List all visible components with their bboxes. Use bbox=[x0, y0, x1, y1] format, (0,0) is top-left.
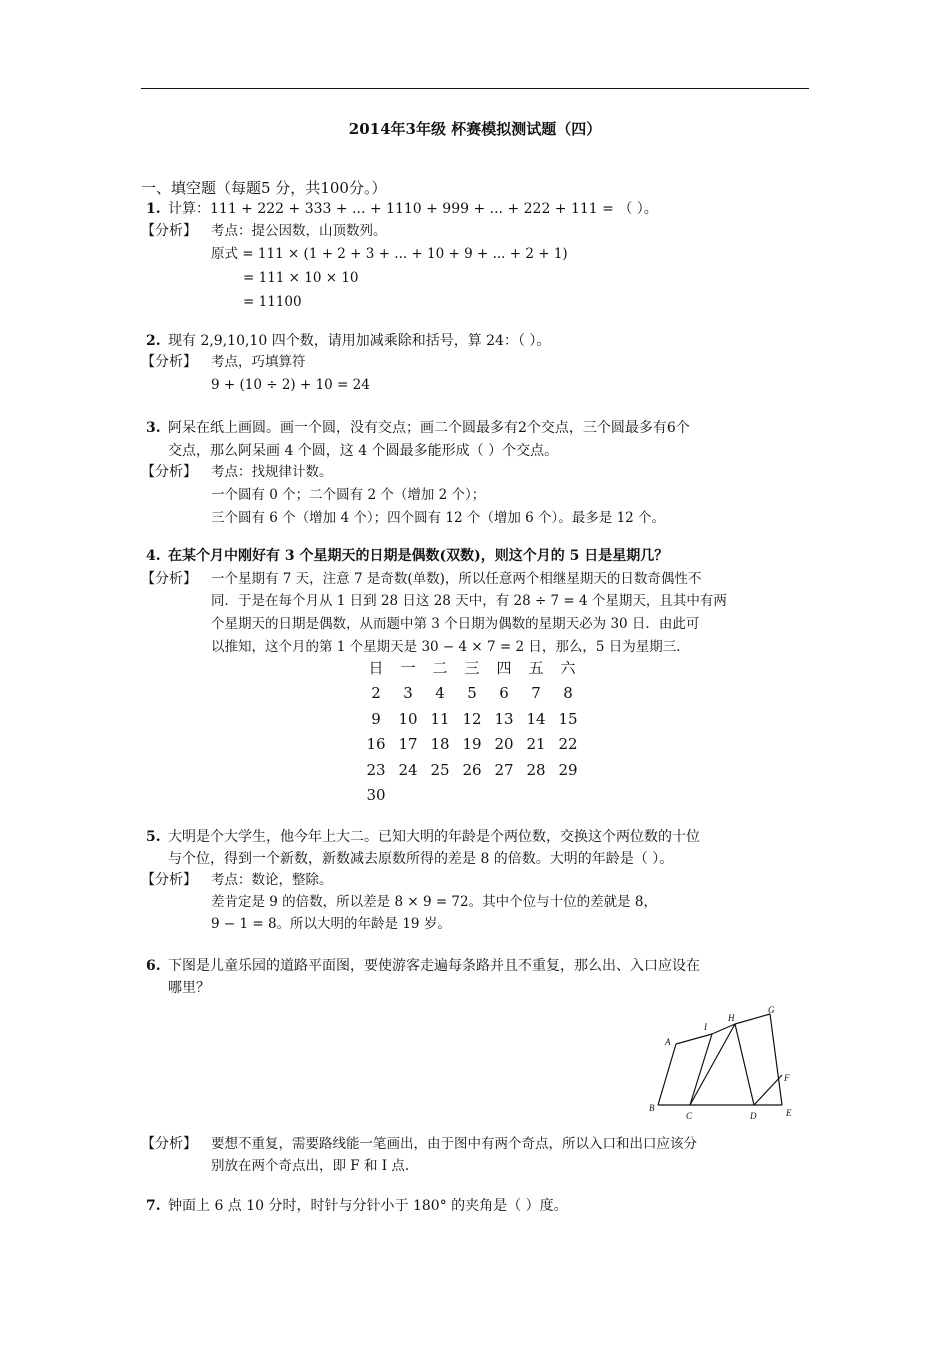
calendar-cell: 4 bbox=[435, 684, 445, 703]
road-a-i bbox=[676, 1034, 712, 1044]
calendar-row bbox=[360, 681, 584, 707]
q2-text: 现有 2,9,10,10 四个数，请用加减乘除和括号，算 24：（ ）。 bbox=[168, 333, 551, 349]
label-i: I bbox=[704, 1022, 707, 1032]
q4-number: 4. bbox=[146, 548, 161, 564]
q1-analysis-line3: = 111 × 10 × 10 bbox=[243, 270, 359, 286]
q1-analysis-tag: 【分析】 bbox=[141, 223, 197, 239]
calendar-cell: 14 bbox=[526, 709, 546, 728]
label-a: A bbox=[665, 1037, 671, 1047]
road-h-g bbox=[735, 1014, 770, 1024]
calendar-cell bbox=[456, 783, 488, 809]
calendar-cell bbox=[488, 783, 520, 809]
calendar-cell: 28 bbox=[526, 760, 546, 779]
q3-text-line2: 交点，那么阿呆画 4 个圆，这 4 个圆最多能形成（ ）个交点。 bbox=[168, 443, 559, 459]
calendar-table bbox=[360, 655, 584, 808]
calendar-cell bbox=[392, 783, 424, 809]
q5-analysis-line3: 9 − 1 = 8。所以大明的年龄是 19 岁。 bbox=[211, 916, 451, 932]
calendar-row bbox=[360, 732, 584, 758]
q7-number: 7. bbox=[146, 1198, 161, 1214]
page-title: 2014年3年级 杯赛模拟测试题（四） bbox=[348, 120, 602, 138]
q5-analysis-line1: 考点：数论，整除。 bbox=[211, 872, 333, 888]
q2-number: 2. bbox=[146, 333, 161, 349]
q1-analysis-line1: 考点：提公因数，山顶数列。 bbox=[211, 223, 387, 239]
label-b: B bbox=[649, 1103, 655, 1113]
calendar-cell: 9 bbox=[371, 709, 381, 728]
q4-analysis-line4: 以推知，这个月的第 1 个星期天是 30 − 4 × 7 = 2 日，那么，5 日为星期三． bbox=[211, 639, 690, 655]
calendar-cell: 2 bbox=[371, 684, 381, 703]
q1-number: 1. bbox=[146, 201, 161, 217]
calendar-header-cell: 四 bbox=[496, 659, 512, 678]
label-g: G bbox=[768, 1005, 775, 1015]
q3-text-line1: 阿呆在纸上画圆。画一个圆，没有交点；画二个圆最多有2个交点，三个圆最多有6个 bbox=[168, 420, 690, 436]
calendar-cell: 15 bbox=[558, 709, 578, 728]
calendar-row bbox=[360, 706, 584, 732]
q6-analysis-tag: 【分析】 bbox=[141, 1136, 197, 1152]
q6-text-line1: 下图是儿童乐园的道路平面图，要使游客走遍每条路并且不重复，那么出、入口应设在 bbox=[168, 958, 700, 974]
label-f: F bbox=[784, 1073, 790, 1083]
calendar-cell: 5 bbox=[467, 684, 477, 703]
q7-text: 钟面上 6 点 10 分时，时针与分针小于 180° 的夹角是（ ）度。 bbox=[168, 1198, 568, 1214]
calendar-cell: 24 bbox=[398, 760, 418, 779]
road-c-h bbox=[690, 1024, 735, 1105]
calendar-cell: 8 bbox=[563, 684, 573, 703]
calendar-cell: 19 bbox=[462, 735, 482, 754]
calendar-cell: 30 bbox=[366, 786, 386, 805]
q3-analysis-line3: 三个圆有 6 个（增加 4 个）；四个圆有 12 个（增加 6 个）。最多是 12 个。 bbox=[211, 510, 666, 526]
q2-analysis-tag: 【分析】 bbox=[141, 354, 197, 370]
calendar-cell: 18 bbox=[430, 735, 450, 754]
calendar-cell: 10 bbox=[398, 709, 418, 728]
q5-text-line2: 与个位，得到一个新数，新数减去原数所得的差是 8 的倍数。大明的年龄是（ ）。 bbox=[168, 851, 674, 867]
q3-number: 3. bbox=[146, 420, 161, 436]
calendar-header-cell: 二 bbox=[432, 659, 448, 678]
calendar-cell: 22 bbox=[558, 735, 578, 754]
calendar-cell: 20 bbox=[494, 735, 514, 754]
calendar-cell: 25 bbox=[430, 760, 450, 779]
calendar-cell: 7 bbox=[531, 684, 541, 703]
road-h-d bbox=[735, 1024, 754, 1105]
road-g-e bbox=[770, 1014, 782, 1105]
q6-analysis-line2: 别放在两个奇点出，即 F 和 I 点. bbox=[211, 1158, 410, 1174]
label-h: H bbox=[728, 1013, 735, 1023]
q1-analysis-line4: = 11100 bbox=[243, 294, 302, 310]
calendar-header-cell: 六 bbox=[560, 659, 576, 678]
calendar-cell: 29 bbox=[558, 760, 578, 779]
calendar-cell: 17 bbox=[398, 735, 418, 754]
q6-number: 6. bbox=[146, 958, 161, 974]
label-c: C bbox=[686, 1111, 693, 1121]
diagram-roads bbox=[658, 1014, 782, 1105]
calendar-cell bbox=[520, 783, 552, 809]
q3-analysis-tag: 【分析】 bbox=[141, 464, 197, 480]
calendar-cell: 12 bbox=[462, 709, 482, 728]
q4-analysis-line1: 一个星期有 7 天，注意 7 是奇数(单数)，所以任意两个相继星期天的日数奇偶性不 bbox=[211, 571, 702, 587]
section-heading: 一、填空题（每题5 分，共100分。） bbox=[141, 179, 387, 197]
label-e: E bbox=[786, 1108, 792, 1118]
calendar-row bbox=[360, 783, 584, 809]
q6-text-line2: 哪里？ bbox=[168, 980, 210, 996]
calendar-header-cell: 三 bbox=[464, 659, 480, 678]
calendar-header-cell: 五 bbox=[528, 659, 544, 678]
label-d: D bbox=[750, 1111, 757, 1121]
calendar-cell: 3 bbox=[403, 684, 413, 703]
calendar-header-cell: 日 bbox=[368, 659, 384, 678]
q6-analysis-line1: 要想不重复，需要路线能一笔画出，由于图中有两个奇点，所以入口和出口应该分 bbox=[211, 1136, 697, 1152]
calendar-row bbox=[360, 757, 584, 783]
calendar-cell: 26 bbox=[462, 760, 482, 779]
q2-analysis-line2: 9 + (10 ÷ 2) + 10 = 24 bbox=[211, 377, 370, 393]
road-b-a bbox=[658, 1044, 676, 1105]
calendar-cell: 16 bbox=[366, 735, 386, 754]
q4-text: 在某个月中刚好有 3 个星期天的日期是偶数(双数)，则这个月的 5 日是星期几？ bbox=[168, 548, 669, 564]
q5-analysis-tag: 【分析】 bbox=[141, 872, 197, 888]
q5-text-line1: 大明是个大学生，他今年上大二。已知大明的年龄是个两位数，交换这个两位数的十位 bbox=[168, 829, 700, 845]
q4-analysis-line3: 个星期天的日期是偶数，从而题中第 3 个日期为偶数的星期天必为 30 日．由此可 bbox=[211, 616, 700, 632]
calendar-cell: 13 bbox=[494, 709, 514, 728]
q5-analysis-line2: 差肯定是 9 的倍数，所以差是 8 × 9 = 72。其中个位与十位的差就是 8， bbox=[211, 894, 657, 910]
q3-analysis-line2: 一个圆有 0 个；二个圆有 2 个（增加 2 个）； bbox=[211, 487, 486, 503]
calendar-cell bbox=[424, 783, 456, 809]
calendar-cell bbox=[552, 783, 584, 809]
q3-analysis-line1: 考点：找规律计数。 bbox=[211, 464, 333, 480]
q5-number: 5. bbox=[146, 829, 161, 845]
road-d-f bbox=[754, 1075, 782, 1105]
calendar-cell: 11 bbox=[430, 709, 450, 728]
park-road-diagram bbox=[648, 1004, 808, 1122]
q4-analysis-line2: 同．于是在每个月从 1 日到 28 日这 28 天中，有 28 ÷ 7 = 4 个星期天，且其中有两 bbox=[211, 593, 727, 609]
q2-analysis-line1: 考点，巧填算符 bbox=[211, 354, 306, 370]
q4-analysis-tag: 【分析】 bbox=[141, 571, 197, 587]
calendar-header-row bbox=[360, 655, 584, 681]
calendar-cell: 21 bbox=[526, 735, 546, 754]
calendar-cell: 6 bbox=[499, 684, 509, 703]
road-c-i bbox=[690, 1034, 712, 1105]
calendar-header-cell: 一 bbox=[400, 659, 416, 678]
q1-analysis-line2: 原式 = 111 × (1 + 2 + 3 + ... + 10 + 9 + ... + 2 + 1) bbox=[211, 246, 568, 262]
header-rule bbox=[141, 88, 809, 89]
calendar-cell: 23 bbox=[366, 760, 386, 779]
q1-text: 计算：111 + 222 + 333 + ... + 1110 + 999 + ... + 222 + 111 = （ ）。 bbox=[168, 201, 658, 217]
calendar-cell: 27 bbox=[494, 760, 514, 779]
